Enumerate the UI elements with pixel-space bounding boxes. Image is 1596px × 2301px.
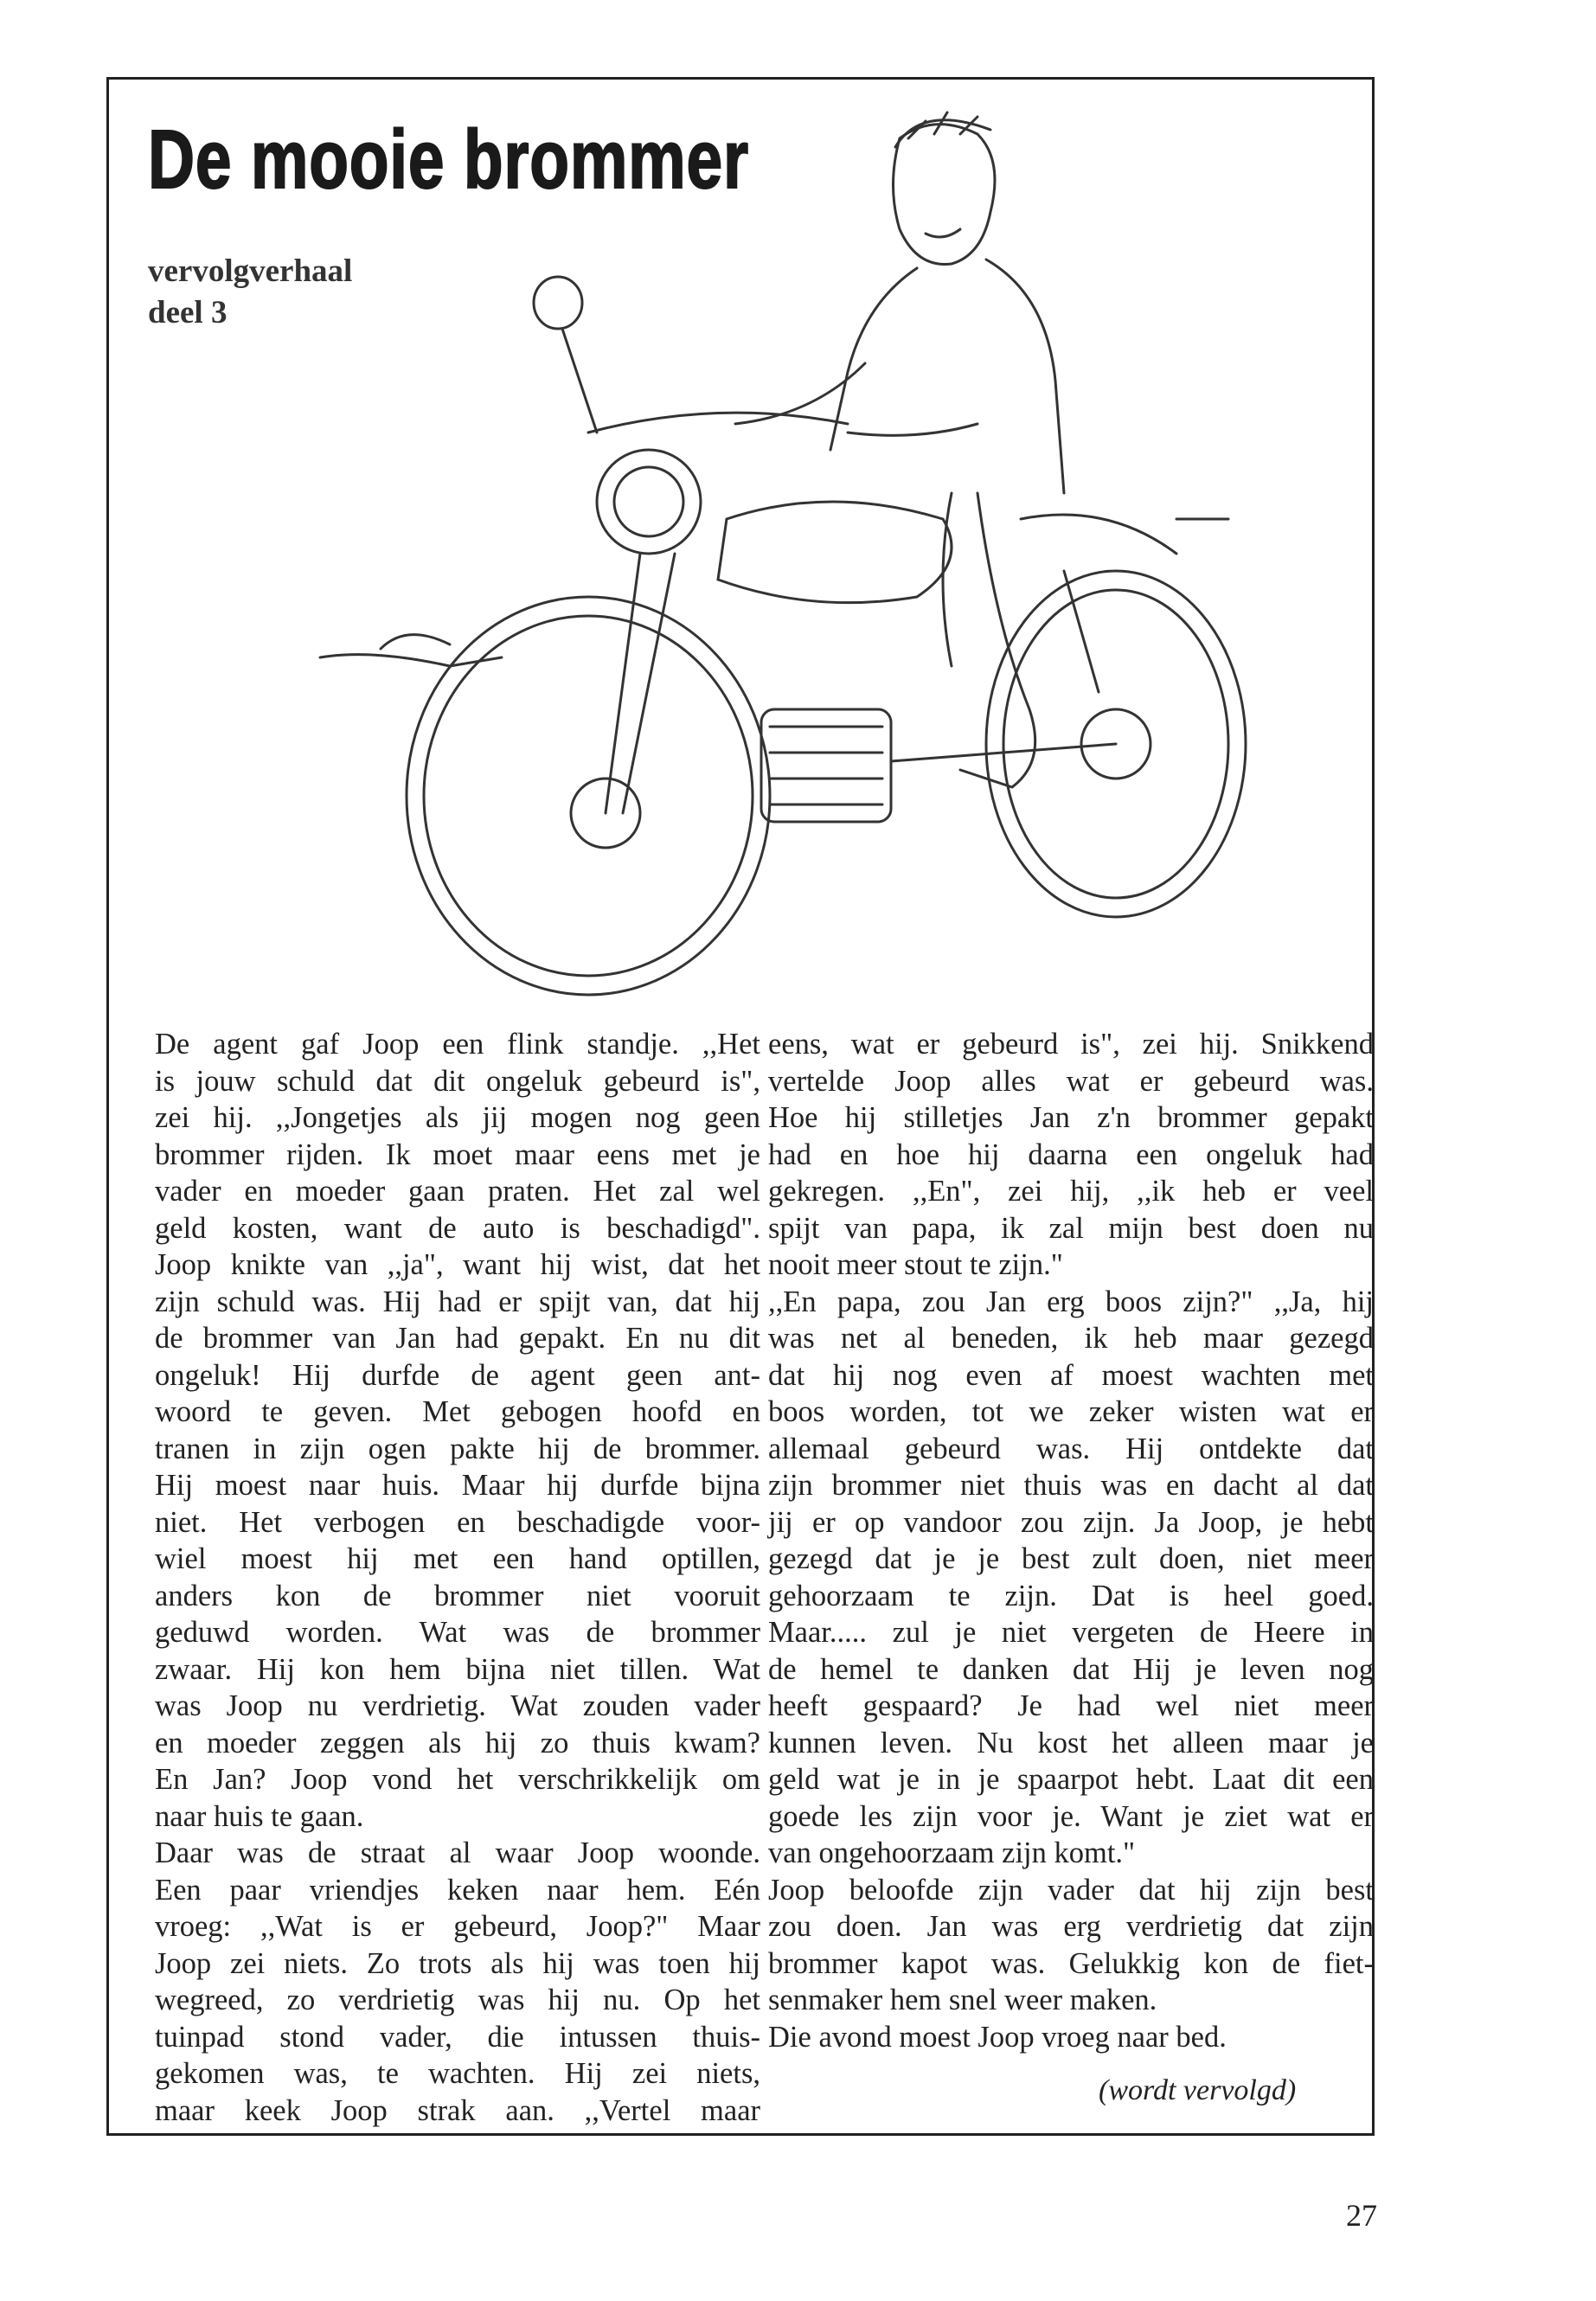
text-line: anders kon de brommer niet vooruit (155, 1579, 760, 1612)
text-line: Hij moest naar huis. Maar hij durfde bijna (155, 1469, 760, 1502)
text-line: gekregen. ,,En", zei hij, ,,ik heb er veel (768, 1175, 1374, 1208)
text-line: geduwd worden. Wat was de brommer (155, 1616, 760, 1649)
text-line: tranen in zijn ogen pakte hij de brommer. (155, 1432, 760, 1465)
text-line: vroeg: ,,Wat is er gebeurd, Joop?" Maar (155, 1910, 760, 1943)
text-line: brommer rijden. Ik moet maar eens met je (155, 1138, 760, 1171)
text-line: zou doen. Jan was erg verdrietig dat zijn (768, 1910, 1374, 1943)
text-line: eens, wat er gebeurd is", zei hij. Snikkend (768, 1028, 1374, 1061)
text-line: vader en moeder gaan praten. Het zal wel (155, 1175, 760, 1208)
text-line: goede les zijn voor je. Want je ziet wat er (768, 1799, 1374, 1833)
to-be-continued: (wordt vervolgd) (1099, 2074, 1297, 2106)
text-column-left (155, 1026, 760, 2129)
text-line: Joop knikte van ,,ja", want hij wist, dat het (155, 1248, 760, 1281)
text-line: gezegd dat je je best zult doen, niet meer (768, 1542, 1374, 1575)
text-line: dat hij nog even af moest wachten met (768, 1358, 1374, 1392)
story-title: De mooie brommer (148, 113, 749, 206)
text-line: zwaar. Hij kon hem bijna niet tillen. Wat (155, 1652, 760, 1686)
text-line: jij er op vandoor zou zijn. Ja Joop, je hebt (768, 1505, 1374, 1539)
text-line: zei hij. ,,Jongetjes als jij mogen nog geen (155, 1101, 760, 1134)
text-line: gehoorzaam te zijn. Dat is heel goed. (768, 1579, 1374, 1612)
text-line: Maar..... zul je niet vergeten de Heere in (768, 1616, 1374, 1649)
text-line: de hemel te danken dat Hij je leven nog (768, 1652, 1374, 1686)
text-line: kunnen leven. Nu kost het alleen maar je (768, 1726, 1374, 1759)
text-line: De agent gaf Joop een flink standje. ,,Het (155, 1028, 760, 1061)
text-line: Daar was de straat al waar Joop woonde. (155, 1836, 760, 1869)
motorcycle-boy-illustration (242, 87, 1254, 1003)
text-line: senmaker hem snel weer maken. (768, 1984, 1157, 2016)
text-line: En Jan? Joop vond het verschrikkelijk om (155, 1763, 760, 1796)
text-line: nooit meer stout te zijn." (768, 1248, 1063, 1281)
text-line: Een paar vriendjes keken naar hem. Eén (155, 1873, 760, 1907)
text-line: heeft gespaard? Je had wel niet meer (768, 1689, 1374, 1722)
text-line: Joop beloofde zijn vader dat hij zijn best (768, 1873, 1374, 1907)
text-line: tuinpad stond vader, die intussen thuis- (155, 2020, 760, 2054)
text-line: was net al beneden, ik heb maar gezegd (768, 1322, 1374, 1355)
text-line: niet. Het verbogen en beschadigde voor- (155, 1505, 760, 1539)
text-line: had en hoe hij daarna een ongeluk had (768, 1138, 1374, 1171)
text-line: Hoe hij stilletjes Jan z'n brommer gepakt (768, 1101, 1374, 1134)
text-line: maar keek Joop strak aan. ,,Vertel maar (155, 2093, 760, 2127)
text-line: spijt van papa, ik zal mijn best doen nu (768, 1211, 1374, 1245)
text-line: woord te geven. Met gebogen hoofd en (155, 1395, 760, 1428)
text-line: is jouw schuld dat dit ongeluk gebeurd is", (155, 1064, 760, 1098)
text-line: zijn brommer niet thuis was en dacht al dat (768, 1469, 1374, 1502)
subtitle-line: vervolgverhaal (148, 253, 353, 289)
text-line: naar huis te gaan. (155, 1799, 364, 1833)
text-column-right (768, 1026, 1374, 2055)
text-line: wegreed, zo verdrietig was hij nu. Op het (155, 1984, 760, 2016)
text-line: van ongehoorzaam zijn komt." (768, 1836, 1136, 1869)
text-line: vertelde Joop alles wat er gebeurd was. (768, 1064, 1374, 1098)
text-line: wiel moest hij met een hand optillen, (155, 1542, 760, 1575)
text-line: was Joop nu verdrietig. Wat zouden vader (155, 1689, 760, 1722)
text-line: brommer kapot was. Gelukkig kon de fiet- (768, 1946, 1374, 1980)
text-line: allemaal gebeurd was. Hij ontdekte dat (768, 1432, 1374, 1465)
text-line: de brommer van Jan had gepakt. En nu dit (155, 1322, 760, 1355)
text-line: en moeder zeggen als hij zo thuis kwam? (155, 1726, 760, 1759)
text-line: Die avond moest Joop vroeg naar bed. (768, 2020, 1227, 2054)
text-line: zijn schuld was. Hij had er spijt van, dat hij (155, 1285, 760, 1318)
text-line: geld wat je in je spaarpot hebt. Laat dit een (768, 1763, 1374, 1796)
text-line: ongeluk! Hij durfde de agent geen ant- (155, 1358, 760, 1392)
page-number: 27 (1346, 2198, 1377, 2233)
text-line: ,,En papa, zou Jan erg boos zijn?" ,,Ja, hij (768, 1285, 1374, 1318)
text-line: gekomen was, te wachten. Hij zei niets, (155, 2057, 760, 2090)
text-line: Joop zei niets. Zo trots als hij was toen hij (155, 1946, 760, 1980)
subtitle-line: deel 3 (148, 295, 228, 330)
text-line: boos worden, tot we zeker wisten wat er (768, 1395, 1374, 1428)
text-line: geld kosten, want de auto is beschadigd". (155, 1211, 760, 1245)
